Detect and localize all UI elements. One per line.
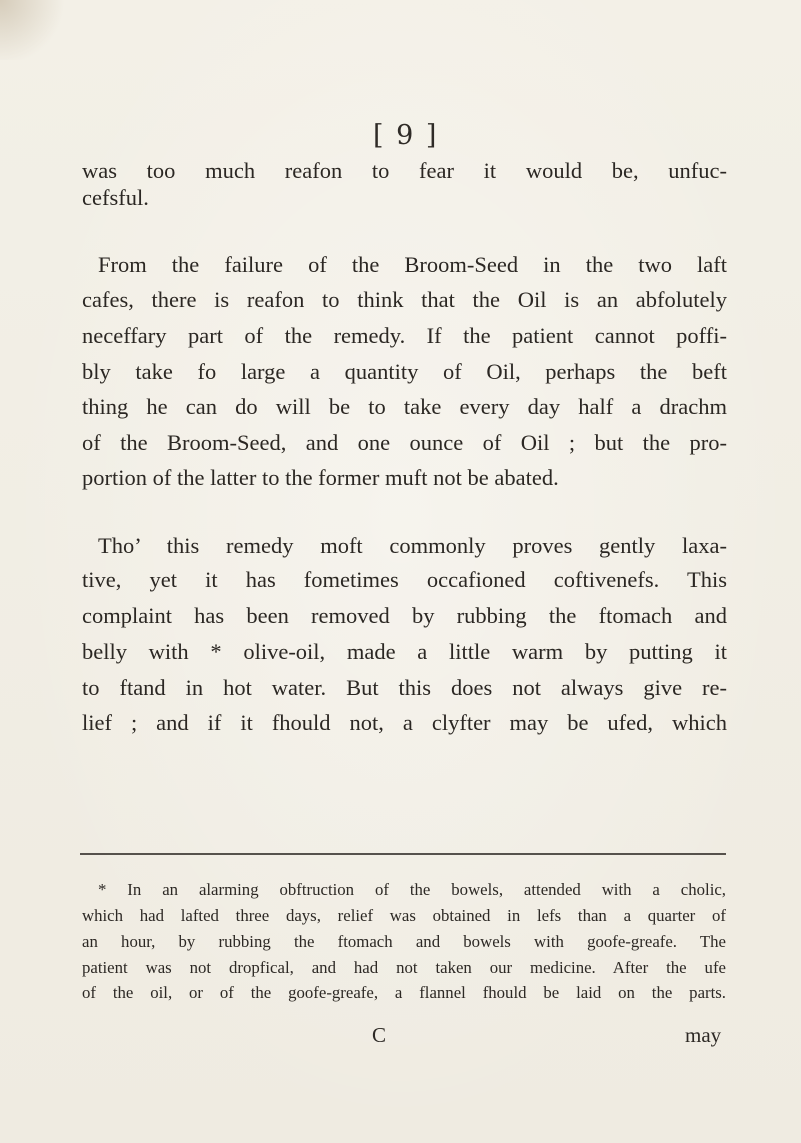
body-line: lief ; and if it fhould not, a clyfter may be ufed, which xyxy=(82,710,727,735)
footnote-line: patient was not dropfical, and had not taken our medicine. After the ufe xyxy=(82,958,726,977)
body-line: bly take fo large a quantity of Oil, perhaps the beft xyxy=(82,359,727,384)
footnote-line: of the oil, or of the goofe-greafe, a flannel fhould be laid on the parts. xyxy=(82,983,726,1002)
body-line: neceffary part of the remedy. If the patient cannot poffi- xyxy=(82,323,727,348)
corner-stain xyxy=(0,0,70,60)
footnote-line: * In an alarming obftruction of the bowels, attended with a cholic, xyxy=(98,880,726,899)
body-line: thing he can do will be to take every day half a drachm xyxy=(82,394,727,419)
footnote-line: an hour, by rubbing the ftomach and bowels with goofe-greafe. The xyxy=(82,932,726,951)
body-line: of the Broom-Seed, and one ounce of Oil ; but the pro- xyxy=(82,430,727,455)
body-line: was too much reafon to fear it would be, unfuc- xyxy=(82,158,727,183)
body-line: From the failure of the Broom-Seed in the two laft xyxy=(98,252,727,277)
catchword: may xyxy=(685,1023,722,1047)
body-line: Tho’ this remedy moft commonly proves gently laxa- xyxy=(98,533,727,558)
body-line: portion of the latter to the former muft not be abated. xyxy=(82,465,559,490)
page-number: [ 9 ] xyxy=(373,120,439,151)
body-line: belly with * olive-oil, made a little warm by putting it xyxy=(82,639,727,664)
body-line: cefsful. xyxy=(82,185,149,210)
body-line: to ftand in hot water. But this does not always give re- xyxy=(82,675,727,700)
body-line: cafes, there is reafon to think that the Oil is an abfolutely xyxy=(82,287,727,312)
signature-mark: C xyxy=(372,1023,387,1047)
body-line: tive, yet it has fometimes occafioned coftivenefs. This xyxy=(82,567,727,592)
footnote-line: which had lafted three days, relief was obtained in lefs than a quarter of xyxy=(82,906,726,925)
footnote-rule xyxy=(80,853,726,855)
body-line: complaint has been removed by rubbing the ftomach and xyxy=(82,603,727,628)
